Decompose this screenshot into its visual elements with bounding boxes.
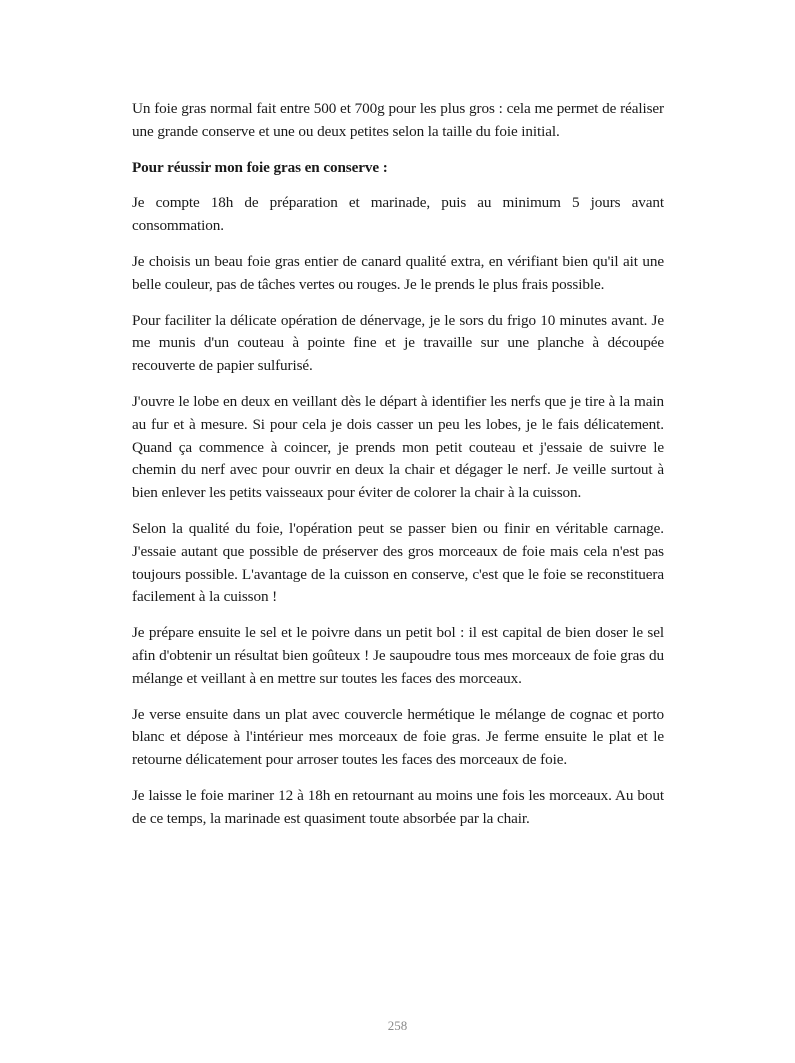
paragraph-seasoning: Je prépare ensuite le sel et le poivre dans un petit bol : il est capital de bien doser le sel afin d'obtenir un résultat bien goûteux ! Je saupoudre tous mes morceaux de foie gras du mélange et veillant à en mettre sur toutes les faces des morceaux. [132,624,664,687]
paragraph-choosing: Je choisis un beau foie gras entier de canard qualité extra, en vérifiant bien qu'il ait une belle couleur, pas de tâches vertes ou rouges. Je le prends le plus frais possible. [132,252,664,293]
paragraph-marinade: Je verse ensuite dans un plat avec couvercle hermétique le mélange de cognac et porto blanc et dépose à l'intérieur mes morceaux de foie gras. Je ferme ensuite le plat et le retourne délicatement pour arroser toutes les faces des morceaux de foie. [132,705,664,769]
paragraph-intro: Un foie gras normal fait entre 500 et 700g pour les plus gros : cela me permet de réaliser une grande conserve et une ou deux petites selon la taille du foie initial. [132,100,664,140]
paragraph-deveining: J'ouvre le lobe en deux en veillant dès le départ à identifier les nerfs que je tire à la main au fur et à mesure. Si pour cela je dois casser un peu les lobes, je le fais délicatement. Quand ça commence à coincer, je prends mon petit couteau et j'essaie de suivre le chemin du nerf avec pour ouvrir en deux la chair et dégager le nerf. Je veille surtout à bien enlever les petits vaisseaux pour éviter de colorer la chair à la cuisson. [132,392,664,502]
section-heading: Pour réussir mon foie gras en conserve : [132,158,388,176]
paragraph-quality: Selon la qualité du foie, l'opération peut se passer bien ou finir en véritable carnage. J'essaie autant que possible de préserver des gros morceaux de foie mais cela n'est pas toujours possible. L'avantage de la cuisson en conserve, c'est que le foie se reconstituera facilement à la cuisson ! [132,519,664,606]
page-number: 258 [387,1018,408,1033]
document-body [132,98,664,844]
paragraph-resting: Je laisse le foie mariner 12 à 18h en retournant au moins une fois les morceaux. Au bout de ce temps, la marinade est quasiment toute absorbée par la chair. [132,786,664,827]
paragraph-deveining-prep: Pour faciliter la délicate opération de dénervage, je le sors du frigo 10 minutes avant. Je me munis d'un couteau à pointe fine et je travaille sur une planche à découpée recouverte de papier sulfurisé. [132,311,664,375]
paragraph-timing: Je compte 18h de préparation et marinade, puis au minimum 5 jours avant consommation. [132,194,664,235]
